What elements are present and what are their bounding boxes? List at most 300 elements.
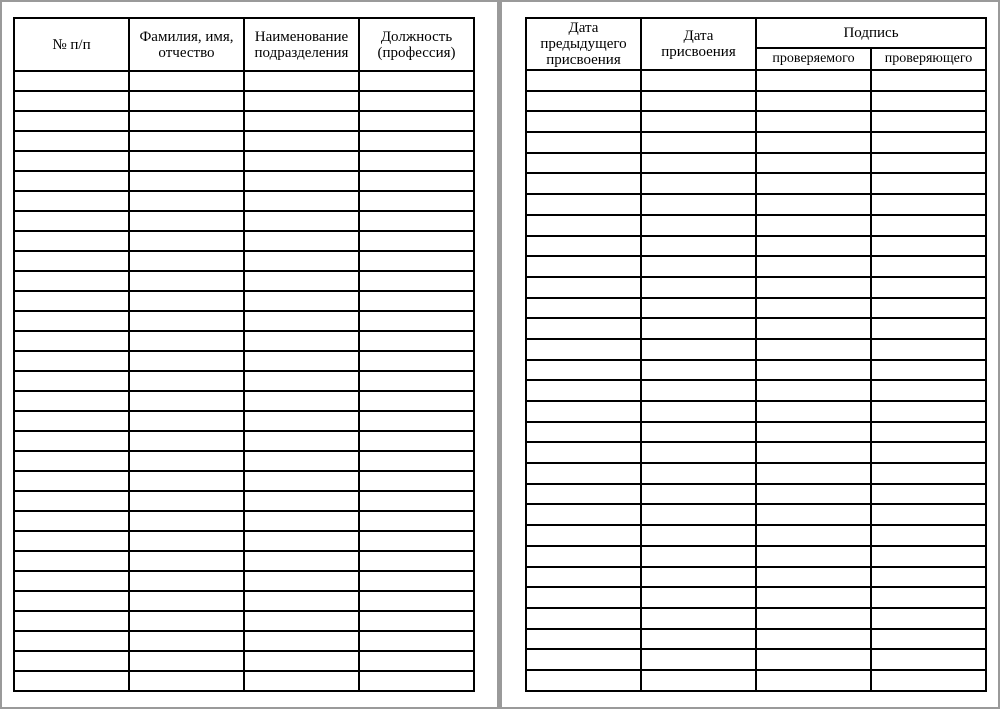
left-table-cell[interactable] <box>244 411 359 431</box>
left-table-cell[interactable] <box>359 371 474 391</box>
left-table-cell[interactable] <box>244 211 359 231</box>
right-table-cell[interactable] <box>871 360 986 381</box>
left-table-row <box>14 251 474 271</box>
right-table-cell[interactable] <box>871 173 986 194</box>
right-table-cell[interactable] <box>756 236 871 257</box>
right-table-row <box>526 153 986 174</box>
left-table-cell[interactable] <box>244 191 359 211</box>
left-table-cell[interactable] <box>14 451 129 471</box>
header-signature: Подпись <box>756 18 986 48</box>
right-table-cell[interactable] <box>641 153 756 174</box>
left-table-row <box>14 411 474 431</box>
left-table-cell[interactable] <box>14 651 129 671</box>
left-table-row <box>14 211 474 231</box>
right-table-cell[interactable] <box>871 236 986 257</box>
left-table-cell[interactable] <box>129 371 244 391</box>
right-table-cell[interactable] <box>526 401 641 422</box>
left-table-cell[interactable] <box>129 71 244 91</box>
right-table-cell[interactable] <box>641 360 756 381</box>
left-table-cell[interactable] <box>244 491 359 511</box>
left-table-cell[interactable] <box>244 571 359 591</box>
right-table-row <box>526 360 986 381</box>
right-table-cell[interactable] <box>641 629 756 650</box>
right-table-cell[interactable] <box>526 70 641 91</box>
left-table-cell[interactable] <box>359 171 474 191</box>
right-table-cell[interactable] <box>871 70 986 91</box>
right-table-cell[interactable] <box>641 380 756 401</box>
left-table-cell[interactable] <box>244 511 359 531</box>
left-table-row <box>14 671 474 691</box>
right-table-cell[interactable] <box>871 153 986 174</box>
left-table-row <box>14 71 474 91</box>
right-table-cell[interactable] <box>756 422 871 443</box>
right-table-cell[interactable] <box>641 111 756 132</box>
right-table-cell[interactable] <box>526 649 641 670</box>
right-table-cell[interactable] <box>641 649 756 670</box>
right-table-cell[interactable] <box>871 132 986 153</box>
left-table-row <box>14 571 474 591</box>
right-table-cell[interactable] <box>871 91 986 112</box>
header-signature-checker: проверяющего <box>871 48 986 70</box>
right-table-cell[interactable] <box>756 463 871 484</box>
left-table-cell[interactable] <box>129 391 244 411</box>
left-table-row <box>14 431 474 451</box>
left-table-cell[interactable] <box>359 211 474 231</box>
left-table-cell[interactable] <box>14 311 129 331</box>
left-table-cell[interactable] <box>244 631 359 651</box>
left-table-row <box>14 231 474 251</box>
left-table-cell[interactable] <box>359 131 474 151</box>
left-table-cell[interactable] <box>359 411 474 431</box>
right-table-cell[interactable] <box>756 91 871 112</box>
left-table-row <box>14 371 474 391</box>
header-full-name: Фамилия, имя, отчество <box>129 18 244 71</box>
right-table-cell[interactable] <box>641 546 756 567</box>
left-table-cell[interactable] <box>14 551 129 571</box>
right-table-cell[interactable] <box>871 504 986 525</box>
right-table-row <box>526 670 986 691</box>
right-table-cell[interactable] <box>526 463 641 484</box>
right-table-cell[interactable] <box>756 153 871 174</box>
right-table-row <box>526 194 986 215</box>
right-table-cell[interactable] <box>526 194 641 215</box>
right-table-row <box>526 173 986 194</box>
left-table-cell[interactable] <box>14 531 129 551</box>
right-table-cell[interactable] <box>526 546 641 567</box>
left-table-cell[interactable] <box>14 471 129 491</box>
right-table-cell[interactable] <box>641 608 756 629</box>
left-table-cell[interactable] <box>14 491 129 511</box>
right-table-cell[interactable] <box>526 567 641 588</box>
left-header-row <box>14 18 474 71</box>
right-table-cell[interactable] <box>871 670 986 691</box>
left-table-cell[interactable] <box>129 171 244 191</box>
left-table-cell[interactable] <box>129 531 244 551</box>
left-table-cell[interactable] <box>359 231 474 251</box>
left-table-row <box>14 511 474 531</box>
right-table-cell[interactable] <box>641 173 756 194</box>
left-table-cell[interactable] <box>244 651 359 671</box>
right-table-cell[interactable] <box>871 194 986 215</box>
right-table-cell[interactable] <box>871 567 986 588</box>
right-table-cell[interactable] <box>756 670 871 691</box>
right-table-cell[interactable] <box>756 587 871 608</box>
left-table-cell[interactable] <box>244 431 359 451</box>
right-table-cell[interactable] <box>641 484 756 505</box>
right-table-cell[interactable] <box>641 70 756 91</box>
left-table-cell[interactable] <box>14 111 129 131</box>
left-table-cell[interactable] <box>244 171 359 191</box>
left-table-cell[interactable] <box>129 611 244 631</box>
left-table-cell[interactable] <box>14 631 129 651</box>
right-table-cell[interactable] <box>756 504 871 525</box>
left-table-cell[interactable] <box>359 451 474 471</box>
left-table-cell[interactable] <box>129 591 244 611</box>
left-table-cell[interactable] <box>359 471 474 491</box>
left-table-cell[interactable] <box>244 331 359 351</box>
left-table-cell[interactable] <box>359 271 474 291</box>
right-table-cell[interactable] <box>641 422 756 443</box>
right-table-cell[interactable] <box>871 111 986 132</box>
right-table-cell[interactable] <box>526 215 641 236</box>
right-table-cell[interactable] <box>641 401 756 422</box>
left-table-cell[interactable] <box>129 331 244 351</box>
left-table-cell[interactable] <box>129 571 244 591</box>
left-table-cell[interactable] <box>244 291 359 311</box>
right-table-cell[interactable] <box>756 111 871 132</box>
right-table <box>525 17 987 692</box>
right-table-cell[interactable] <box>641 587 756 608</box>
right-table-cell[interactable] <box>871 256 986 277</box>
right-table-row <box>526 236 986 257</box>
right-table-cell[interactable] <box>641 567 756 588</box>
left-table-cell[interactable] <box>244 131 359 151</box>
right-table-cell[interactable] <box>871 380 986 401</box>
right-table-cell[interactable] <box>526 132 641 153</box>
right-table-cell[interactable] <box>526 587 641 608</box>
right-header-row <box>526 18 986 48</box>
right-table-cell[interactable] <box>871 525 986 546</box>
left-table-cell[interactable] <box>359 351 474 371</box>
right-table-cell[interactable] <box>871 442 986 463</box>
right-table-cell[interactable] <box>526 504 641 525</box>
left-table-cell[interactable] <box>244 111 359 131</box>
left-table-cell[interactable] <box>14 671 129 691</box>
left-table-cell[interactable] <box>129 131 244 151</box>
right-table-cell[interactable] <box>756 360 871 381</box>
right-table-cell[interactable] <box>756 298 871 319</box>
right-table-row <box>526 504 986 525</box>
right-table-cell[interactable] <box>641 298 756 319</box>
right-table-cell[interactable] <box>756 339 871 360</box>
left-table-cell[interactable] <box>14 351 129 371</box>
left-table-cell[interactable] <box>14 231 129 251</box>
left-table-row <box>14 311 474 331</box>
left-table-cell[interactable] <box>129 491 244 511</box>
left-table-row <box>14 471 474 491</box>
left-table-cell[interactable] <box>359 651 474 671</box>
left-table-cell[interactable] <box>244 271 359 291</box>
right-table-cell[interactable] <box>756 194 871 215</box>
right-table-cell[interactable] <box>526 318 641 339</box>
right-table-cell[interactable] <box>756 132 871 153</box>
left-table-cell[interactable] <box>244 551 359 571</box>
right-table-cell[interactable] <box>871 484 986 505</box>
right-table-cell[interactable] <box>526 525 641 546</box>
right-table-cell[interactable] <box>756 546 871 567</box>
left-table-cell[interactable] <box>129 231 244 251</box>
right-table-cell[interactable] <box>641 504 756 525</box>
right-table-cell[interactable] <box>871 463 986 484</box>
left-table-row <box>14 171 474 191</box>
right-table-row <box>526 70 986 91</box>
right-table-row <box>526 587 986 608</box>
left-table-cell[interactable] <box>129 191 244 211</box>
right-table-cell[interactable] <box>756 70 871 91</box>
left-table-cell[interactable] <box>14 511 129 531</box>
right-table-cell[interactable] <box>641 318 756 339</box>
right-table-cell[interactable] <box>756 484 871 505</box>
right-table-cell[interactable] <box>526 339 641 360</box>
right-table-cell[interactable] <box>526 277 641 298</box>
header-assign-date: Дата присвоения <box>641 18 756 70</box>
right-table-row <box>526 484 986 505</box>
left-table-cell[interactable] <box>359 611 474 631</box>
left-table-cell[interactable] <box>129 151 244 171</box>
left-table-cell[interactable] <box>129 671 244 691</box>
left-table-row <box>14 491 474 511</box>
left-table-row <box>14 331 474 351</box>
left-table-cell[interactable] <box>14 211 129 231</box>
right-table-cell[interactable] <box>641 277 756 298</box>
left-table-cell[interactable] <box>359 551 474 571</box>
right-table-cell[interactable] <box>871 649 986 670</box>
left-table-row <box>14 131 474 151</box>
right-table-cell[interactable] <box>641 339 756 360</box>
left-table-row <box>14 271 474 291</box>
right-table-cell[interactable] <box>641 525 756 546</box>
left-table-cell[interactable] <box>14 271 129 291</box>
left-table-cell[interactable] <box>129 271 244 291</box>
left-table-cell[interactable] <box>14 191 129 211</box>
right-table-cell[interactable] <box>641 132 756 153</box>
right-table-cell[interactable] <box>526 360 641 381</box>
left-table-cell[interactable] <box>359 571 474 591</box>
left-table-row <box>14 111 474 131</box>
left-table-cell[interactable] <box>244 151 359 171</box>
left-table-cell[interactable] <box>129 91 244 111</box>
right-table-cell[interactable] <box>641 463 756 484</box>
left-table-cell[interactable] <box>359 331 474 351</box>
right-table-row <box>526 215 986 236</box>
left-table-cell[interactable] <box>359 111 474 131</box>
right-table-cell[interactable] <box>526 422 641 443</box>
left-table-cell[interactable] <box>129 291 244 311</box>
right-table-cell[interactable] <box>756 629 871 650</box>
left-table-cell[interactable] <box>14 291 129 311</box>
right-table-cell[interactable] <box>756 173 871 194</box>
left-table-cell[interactable] <box>14 151 129 171</box>
right-table-cell[interactable] <box>756 401 871 422</box>
left-table-cell[interactable] <box>14 591 129 611</box>
left-table-cell[interactable] <box>129 451 244 471</box>
left-table-cell[interactable] <box>129 631 244 651</box>
right-table-cell[interactable] <box>526 236 641 257</box>
left-table-cell[interactable] <box>244 611 359 631</box>
left-table-cell[interactable] <box>129 511 244 531</box>
left-table-cell[interactable] <box>244 231 359 251</box>
left-table-cell[interactable] <box>359 491 474 511</box>
left-table-cell[interactable] <box>129 311 244 331</box>
left-table-row <box>14 191 474 211</box>
right-table-cell[interactable] <box>871 422 986 443</box>
left-table-cell[interactable] <box>14 251 129 271</box>
left-table-cell[interactable] <box>14 91 129 111</box>
left-table-row <box>14 91 474 111</box>
left-table-cell[interactable] <box>359 91 474 111</box>
left-table-cell[interactable] <box>14 171 129 191</box>
left-table-cell[interactable] <box>244 311 359 331</box>
right-table-cell[interactable] <box>526 256 641 277</box>
left-table-cell[interactable] <box>244 371 359 391</box>
right-table-cell[interactable] <box>526 608 641 629</box>
left-table-cell[interactable] <box>359 531 474 551</box>
left-table-cell[interactable] <box>14 391 129 411</box>
left-table-cell[interactable] <box>129 431 244 451</box>
right-table-cell[interactable] <box>641 236 756 257</box>
right-table-cell[interactable] <box>756 525 871 546</box>
right-table-cell[interactable] <box>526 484 641 505</box>
left-table-cell[interactable] <box>244 531 359 551</box>
left-table-cell[interactable] <box>129 251 244 271</box>
right-table-cell[interactable] <box>526 629 641 650</box>
right-table-cell[interactable] <box>526 298 641 319</box>
left-table-cell[interactable] <box>129 651 244 671</box>
right-table-row <box>526 91 986 112</box>
left-table-cell[interactable] <box>244 591 359 611</box>
left-table-row <box>14 611 474 631</box>
left-table-cell[interactable] <box>14 131 129 151</box>
right-table-cell[interactable] <box>641 91 756 112</box>
right-table-cell[interactable] <box>871 277 986 298</box>
left-table-row <box>14 651 474 671</box>
right-table-cell[interactable] <box>871 587 986 608</box>
right-table-cell[interactable] <box>641 442 756 463</box>
right-table-row <box>526 380 986 401</box>
right-table-cell[interactable] <box>756 567 871 588</box>
right-table-cell[interactable] <box>756 318 871 339</box>
left-table-cell[interactable] <box>244 391 359 411</box>
left-table-cell[interactable] <box>129 471 244 491</box>
left-table-cell[interactable] <box>14 71 129 91</box>
right-table-cell[interactable] <box>526 670 641 691</box>
right-table-cell[interactable] <box>641 256 756 277</box>
right-table-cell[interactable] <box>756 277 871 298</box>
right-table-cell[interactable] <box>641 194 756 215</box>
right-table-cell[interactable] <box>871 546 986 567</box>
left-table-row <box>14 391 474 411</box>
right-table-cell[interactable] <box>756 442 871 463</box>
left-table-cell[interactable] <box>359 511 474 531</box>
right-table-row <box>526 649 986 670</box>
left-table-cell[interactable] <box>14 611 129 631</box>
right-table-cell[interactable] <box>526 153 641 174</box>
left-table-cell[interactable] <box>244 91 359 111</box>
right-table-cell[interactable] <box>756 380 871 401</box>
left-table-row <box>14 631 474 651</box>
left-table-cell[interactable] <box>244 71 359 91</box>
right-table-cell[interactable] <box>526 442 641 463</box>
left-table-cell[interactable] <box>244 671 359 691</box>
right-table-cell[interactable] <box>871 608 986 629</box>
left-table-cell[interactable] <box>359 631 474 651</box>
right-table-cell[interactable] <box>641 670 756 691</box>
left-table-cell[interactable] <box>14 371 129 391</box>
left-table-cell[interactable] <box>14 411 129 431</box>
right-table-row <box>526 401 986 422</box>
right-table-cell[interactable] <box>526 91 641 112</box>
left-table-row <box>14 151 474 171</box>
right-table-cell[interactable] <box>756 649 871 670</box>
left-table-cell[interactable] <box>359 291 474 311</box>
right-table-cell[interactable] <box>871 629 986 650</box>
left-table-cell[interactable] <box>244 251 359 271</box>
right-table-row <box>526 629 986 650</box>
left-table-cell[interactable] <box>129 411 244 431</box>
left-page <box>13 17 475 692</box>
right-table-cell[interactable] <box>756 256 871 277</box>
left-table-cell[interactable] <box>359 591 474 611</box>
left-table-cell[interactable] <box>359 151 474 171</box>
right-table-cell[interactable] <box>871 339 986 360</box>
left-table-cell[interactable] <box>14 571 129 591</box>
left-table-cell[interactable] <box>244 351 359 371</box>
left-table-cell[interactable] <box>244 471 359 491</box>
right-table-row <box>526 442 986 463</box>
right-table-cell[interactable] <box>871 401 986 422</box>
right-table-cell[interactable] <box>526 173 641 194</box>
left-table-cell[interactable] <box>129 211 244 231</box>
left-table-cell[interactable] <box>359 191 474 211</box>
left-table-cell[interactable] <box>129 351 244 371</box>
left-table <box>13 17 475 692</box>
left-table-cell[interactable] <box>359 251 474 271</box>
left-table-cell[interactable] <box>244 451 359 471</box>
left-table-cell[interactable] <box>14 431 129 451</box>
right-table-cell[interactable] <box>756 608 871 629</box>
left-table-cell[interactable] <box>359 71 474 91</box>
right-table-cell[interactable] <box>526 380 641 401</box>
right-table-cell[interactable] <box>526 111 641 132</box>
left-table-cell[interactable] <box>359 671 474 691</box>
left-table-cell[interactable] <box>359 311 474 331</box>
left-table-cell[interactable] <box>129 111 244 131</box>
right-table-row <box>526 339 986 360</box>
right-table-cell[interactable] <box>871 318 986 339</box>
right-table-cell[interactable] <box>871 298 986 319</box>
right-table-row <box>526 318 986 339</box>
right-table-row <box>526 256 986 277</box>
right-table-cell[interactable] <box>756 215 871 236</box>
left-table-cell[interactable] <box>359 431 474 451</box>
right-table-row <box>526 277 986 298</box>
right-table-cell[interactable] <box>871 215 986 236</box>
left-table-cell[interactable] <box>359 391 474 411</box>
right-table-body <box>526 70 986 691</box>
left-table-cell[interactable] <box>14 331 129 351</box>
left-table-cell[interactable] <box>129 551 244 571</box>
right-table-cell[interactable] <box>641 215 756 236</box>
